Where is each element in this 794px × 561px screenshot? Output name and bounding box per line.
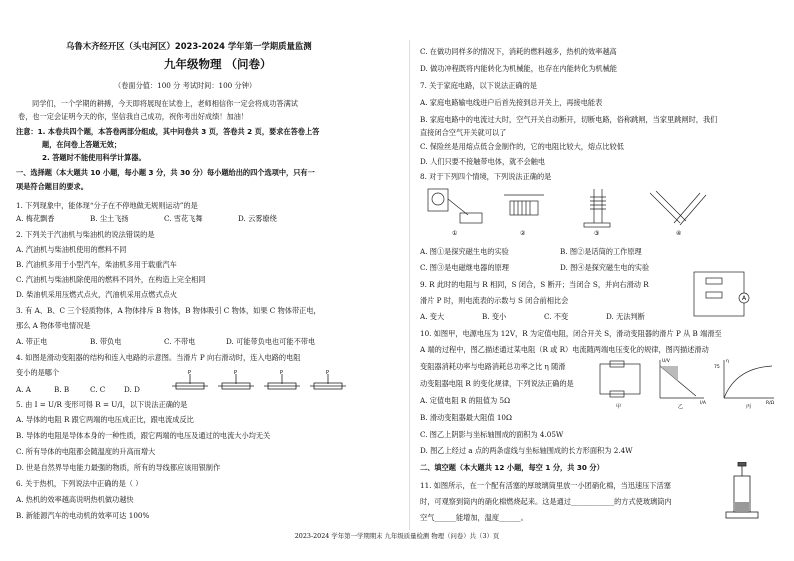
q6-option-b: B. 新能源汽车的电动机的效率可达 100% [16,511,150,520]
bing-r-axis: R/Ω [766,401,775,406]
q4-option-a: A. A [16,385,31,394]
q4-rheostat-figures [170,368,350,396]
question-6: 6. 关于热机，下列说法中正确的是（ ） [16,479,143,488]
question-9-cont: 滑片 P 时，则电流表的示数与 S 闭合前相比会 [420,296,569,305]
column-divider [409,40,410,530]
yi-i-axis: I/A [700,401,706,406]
svg-text:P: P [326,370,330,376]
page-footer: 2023-2024 学年第一学期期末 九年级质量检测 物理（问卷）共（3）页 [294,532,500,540]
q4-option-c: C. C [90,385,106,394]
q2-option-a: A. 汽油机与柴油机使用的燃料不同 [16,245,127,254]
q2-option-b: B. 汽油机多用于小型汽车，柴油机多用于载重汽车 [16,260,177,269]
fig-label-2: ② [520,230,526,237]
svg-text:P: P [280,370,284,376]
q3-option-c: C. 不带电 [164,337,196,346]
q6-option-d: D. 做功冲程既将内能转化为机械能，也存在内能转化为机械能 [420,64,617,73]
question-7: 7. 关于家庭电路，以下说法正确的是 [420,81,537,90]
fig-label-4: ④ [676,230,682,237]
q1-option-a: A. 梅花飘香 [16,214,55,223]
note-2: 2. 答题时不能使用科学计算器。 [42,153,146,162]
fig-label-3: ③ [594,230,600,237]
intro-line-1: 同学们，一个学期的耕搏，今天即将展现在试卷上，老师相信你一定会将成功答满试 [32,99,298,108]
question-11-cont-1: 时，可观察到筒内的硝化棉燃烧起来。这是通过____________的方式使玻璃筒内 [420,497,672,506]
q3-option-d: D. 可能带负电也可能不带电 [226,337,316,346]
question-3-cont: 那么 A 物体带电情况是 [16,321,91,330]
q4-option-d: D. D [124,385,140,394]
q10-option-c: C. 图乙上阴影与坐标轴围成的面积为 4.05W [420,430,564,439]
section1-title: 一、选择题（本大题共 10 小题，每小题 3 分，共 30 分）每小题给出的四个选项中，只有一 [16,168,315,177]
q8-option-d: D. 图④是探究磁生电的实验 [560,263,650,272]
fig-jia-label: 甲 [616,404,622,410]
section2-title: 二、填空题（本大题共 12 小题，每空 1 分，共 30 分） [420,463,604,472]
question-9: 9. R 此时的电阻与 R 相同，S 闭合，S 断开；当闭合 S，并向右滑动 R [420,280,649,289]
question-10-cont-1: A 端的过程中，图乙描述通过某电阻（R 或 R）电流随两端电压变化的规律，图丙描述滑动 [420,345,709,354]
note-1: 注意：1. 本卷共四个题，本答卷两部分组成，其中问卷共 3 页，答卷共 2 页，要求在答卷上答 [16,127,320,136]
q9-option-b: B. 变小 [482,312,507,321]
q8-option-b: B. 图②是话筒的工作原理 [560,247,642,256]
q7-option-a: A. 家庭电路输电线进户后首先接到总开关上，再接电能表 [420,98,603,107]
exam-title: 乌鲁木齐经开区（头屯河区）2023-2024 学年第一学期质量监测 [66,41,312,51]
q5-option-b: B. 导体的电阻是导体本身的一种性质，跟它两端的电压及通过的电流大小均无关 [16,431,271,440]
q7-option-c: C. 保险丝是用熔点低合金制作的，它的电阻比较大，熔点比较低 [420,142,624,151]
question-11: 11. 如图所示，在一个配有活塞的厚玻璃筒里放一小团硝化棉，当迅速压下活塞 [420,481,671,490]
svg-text:A: A [742,295,747,302]
q1-option-d: D. 云雾缭绕 [238,214,277,223]
question-3: 3. 有 A、B、C 三个轻质物体，A 物体排斥 B 物体，B 物体吸引 C 物体，如果 C 物体带正电， [16,306,321,315]
q7-option-b: B. 家庭电路中的电流过大时，空气开关自动断开，切断电路，俗称跳闸，当家里跳闸时，我们 [420,115,718,124]
fig-bing-label: 丙 [746,404,752,410]
section1-title-2: 项是符合题目的要求。 [16,182,88,191]
q8-option-c: C. 图③是电磁继电器的原理 [420,263,509,272]
question-5: 5. 由 I = U/R 变形可得 R = U/I，以下说法正确的是 [16,400,188,409]
question-11-cont-2: 空气______能增加，温度______。 [420,513,528,522]
q10-option-d: D. 图乙上经过 a 点的两条虚线与坐标轴围成的长方形面积为 2.4W [420,446,633,455]
q2-option-c: C. 汽油机与柴油机除使用的燃料不同外，在构造上完全相同 [16,275,206,284]
q1-option-b: B. 尘土飞扬 [90,214,129,223]
q10-figures [596,354,780,412]
q10-option-a: A. 定值电阻 R 的阻值为 5Ω [420,396,511,405]
q5-option-d: D. 世是自然界导电能力最强的物质，所有的导线都应该用银制作 [16,463,221,472]
q9-circuit [690,268,752,322]
bing-75-label: 75 [714,365,720,370]
question-10: 10. 如图甲，电源电压为 12V，R 为定值电阻，闭合开关 S，滑动变阻器的滑片 P 从 B 端滑至 [420,329,722,338]
q3-option-b: B. 带负电 [90,337,122,346]
svg-text:P: P [188,370,192,376]
q3-option-a: A. 带正电 [16,337,48,346]
q9-option-a: A. 变大 [420,312,445,321]
intro-line-2: 卷，也一定会证明今天的你，坚信我自己成功，祝你考出好成绩！加油！ [18,112,249,121]
q6-option-c: C. 在做功同样多的情况下，消耗的燃料越多，热机的效率越高 [420,47,617,56]
fig-label-1: ① [452,230,458,237]
question-8: 8. 对于下列四个情境，下列说法正确的是 [420,172,552,181]
bing-eta-axis: η [726,359,729,364]
fig-yi-label: 乙 [678,404,684,410]
note-1b: 题，在问卷上答题无效； [42,140,122,149]
question-10-cont-3: 动变阻器电阻 R 的变化规律，下列说法正确的是 [420,379,574,388]
question-4: 4. 如图是滑动变阻器的结构和连入电路的示意图。当滑片 P 向右滑动时，连入电路的电阻 [16,353,301,362]
q10-option-b: B. 滑动变阻器最大阻值 10Ω [420,413,512,422]
question-4-cont: 变小的是哪个 [16,368,60,377]
svg-text:P: P [234,370,238,376]
paper-subtitle: 九年级物理 （问卷） [164,57,272,71]
q11-piston-figure [720,462,770,530]
q1-option-c: C. 雪花飞舞 [164,214,203,223]
q5-option-a: A. 导体的电阻 R 跟它两端的电压成正比，跟电流成反比 [16,415,194,424]
question-2: 2. 下列关于汽油机与柴油机的说法错误的是 [16,230,155,239]
q4-option-b: B. B [54,385,70,394]
q7-option-b-cont: 直接闭合空气开关就可以了 [420,128,507,137]
q8-option-a: A. 图①是探究磁生电的实验 [420,247,509,256]
score-time: （卷面分值：100 分 考试时间：100 分钟） [114,81,257,90]
q2-option-d: D. 柴油机采用压燃式点火，汽油机采用点燃式点火 [16,290,178,299]
q8-figures [424,183,724,239]
yi-u-axis: U/V [662,359,670,364]
q9-option-d: D. 无法判断 [606,312,645,321]
q6-option-a: A. 热机的效率越高说明热机做功越快 [16,495,134,504]
question-1: 1. 下列现象中，能体现“分子在不停地做无规则运动”的是 [16,201,198,210]
q7-option-d: D. 人们只要不接触带电体，就不会触电 [420,157,546,166]
question-10-cont-2: 变阻器消耗功率与电路消耗总功率之比 η 随滑 [420,362,566,371]
q9-option-c: C. 不变 [544,312,569,321]
q5-option-c: C. 所有导体的电阻都会随温度的升高而增大 [16,447,156,456]
